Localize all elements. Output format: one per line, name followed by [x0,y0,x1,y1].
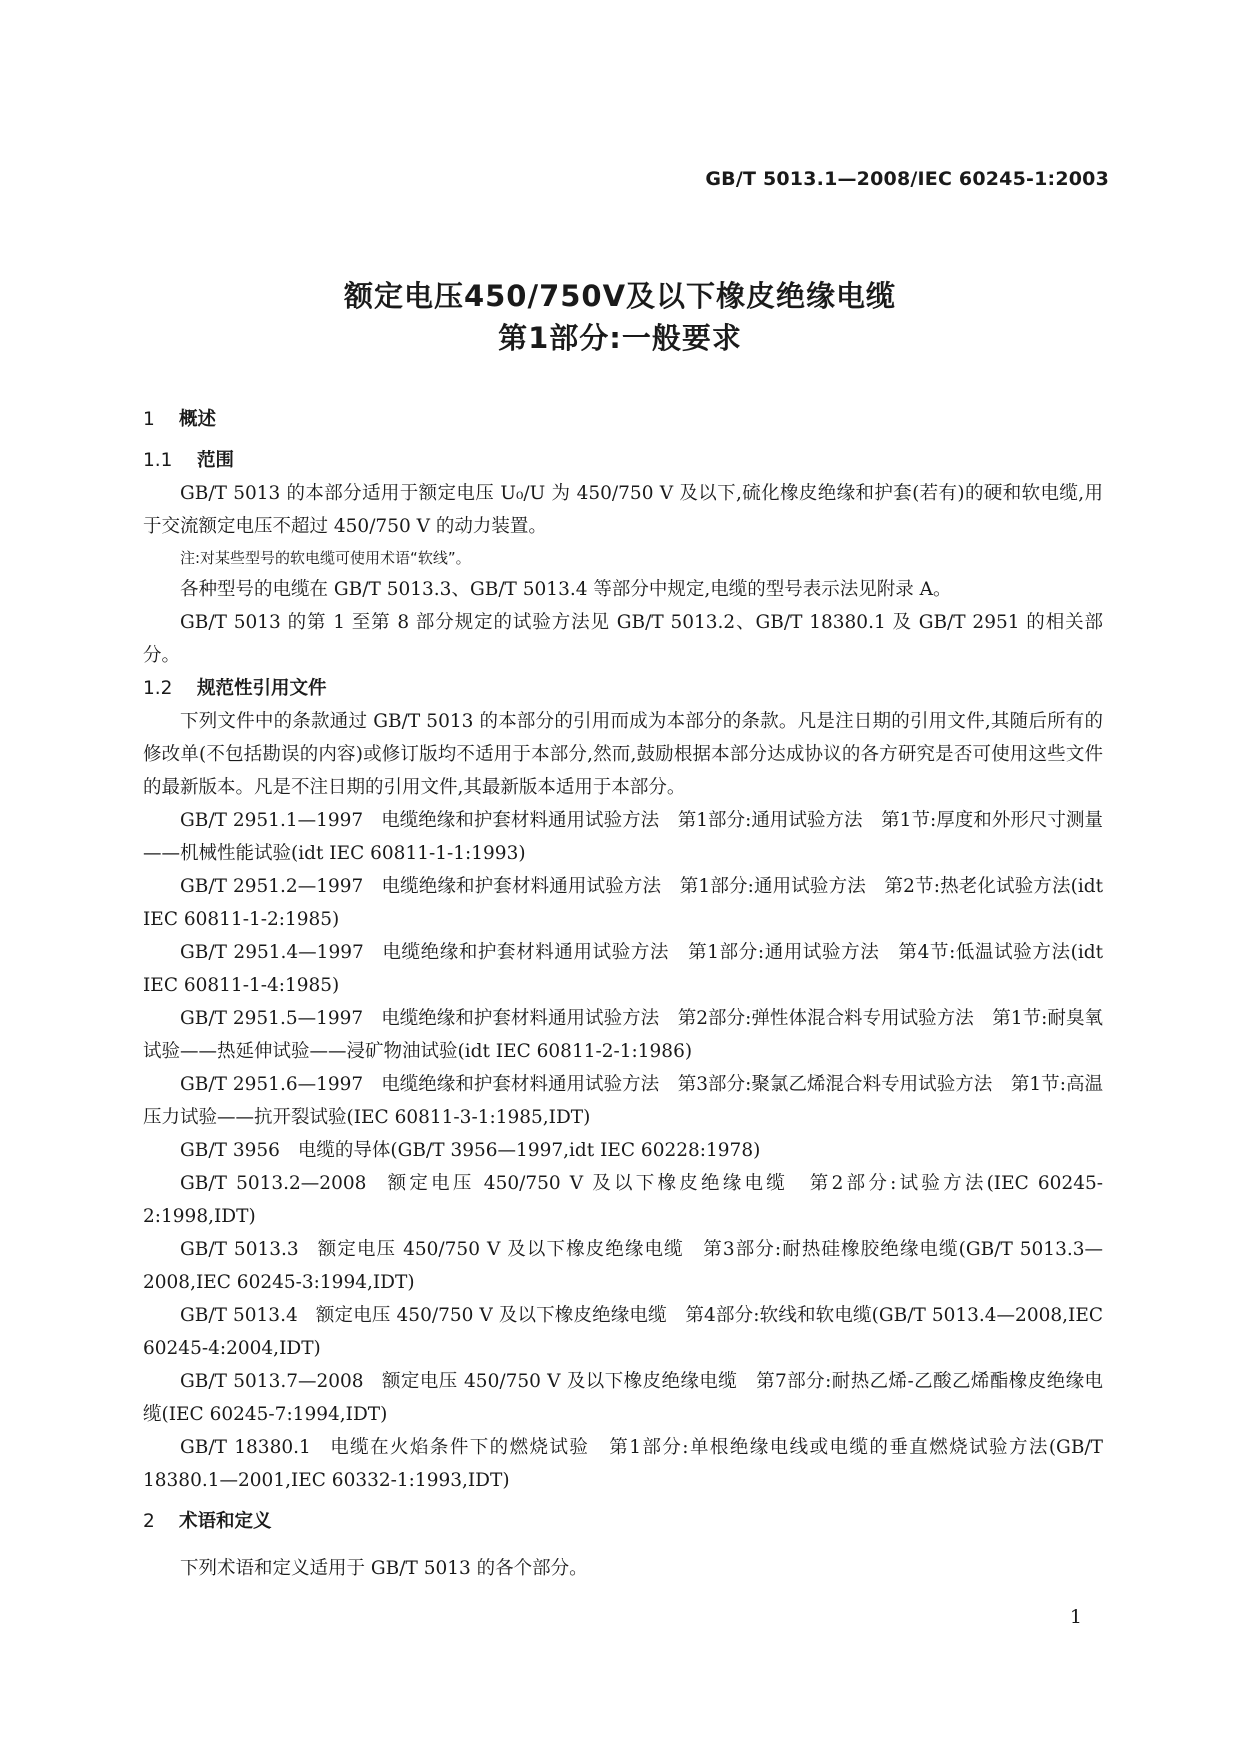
reference-code: GB/T 3956 [180,1140,280,1161]
reference-text: 电缆绝缘和护套材料通用试验方法 第1部分:通用试验方法 第4节:低温试验方法(idt IEC 60811-1-4:1985) [143,942,1104,996]
paragraph: GB/T 5013 的本部分适用于额定电压 U₀/U 为 450/750 V 及以下,硫化橡皮绝缘和护套(若有)的硬和软电缆,用于交流额定电压不超过 450/750 V 的动力装置。 [143,483,1103,537]
reference-code: GB/T 5013.3 [180,1239,299,1260]
section-number: 1.2 [143,678,173,699]
section-number: 1.1 [143,450,173,471]
reference-text: 电缆绝缘和护套材料通用试验方法 第2部分:弹性体混合料专用试验方法 第1节:耐臭氧试验——热延伸试验——浸矿物油试验(idt IEC 60811-2-1:1986) [143,1008,1103,1062]
reference-code: GB/T 2951.5—1997 [180,1008,364,1029]
reference-text: 额定电压 450/750 V 及以下橡皮绝缘电缆 第2部分:试验方法(IEC 60245-2:1998,IDT) [143,1173,1104,1227]
reference-code: GB/T 5013.2—2008 [180,1173,367,1194]
note: 注:对某些型号的软电缆可使用术语“软线”。 [180,549,471,567]
reference-text: 额定电压 450/750 V 及以下橡皮绝缘电缆 第3部分:耐热硅橡胶绝缘电缆(GB/T 5013.3—2008,IEC 60245-3:1994,IDT) [143,1239,1103,1293]
reference-code: GB/T 2951.1—1997 [180,810,364,831]
reference-code: GB/T 18380.1 [180,1437,311,1458]
reference-code: GB/T 5013.7—2008 [180,1371,364,1392]
paragraph: 各种型号的电缆在 GB/T 5013.3、GB/T 5013.4 等部分中规定,电缆的型号表示法见附录 A。 [180,579,952,600]
reference-text: 电缆的导体(GB/T 3956—1997,idt IEC 60228:1978) [297,1140,761,1161]
section-number: 1 [143,409,155,430]
section-title: 范围 [197,450,235,471]
standard-code: GB/T 5013.1—2008/IEC 60245-1:2003 [705,168,1109,190]
section-2-heading [143,1505,1103,1538]
paragraph: 下列术语和定义适用于 GB/T 5013 的各个部分。 [180,1558,588,1579]
section-1-1-heading [143,444,1103,477]
reference-item [143,1134,1103,1167]
reference-text: 电缆绝缘和护套材料通用试验方法 第1部分:通用试验方法 第1节:厚度和外形尺寸测量——机械性能试验(idt IEC 60811-1-1:1993) [143,810,1103,864]
reference-item [143,1002,1103,1068]
section-number: 2 [143,1511,155,1532]
section-1-heading [143,403,1103,436]
reference-item [143,870,1103,936]
reference-text: 电缆绝缘和护套材料通用试验方法 第1部分:通用试验方法 第2节:热老化试验方法(idt IEC 60811-1-2:1985) [143,876,1104,930]
reference-text: 额定电压 450/750 V 及以下橡皮绝缘电缆 第7部分:耐热乙烯-乙酸乙烯酯橡皮绝缘电缆(IEC 60245-7:1994,IDT) [143,1371,1103,1425]
document-body [143,403,1103,1585]
document-title-line2: 第1部分:一般要求 [498,321,742,355]
reference-code: GB/T 5013.4 [180,1305,298,1326]
reference-text: 电缆绝缘和护套材料通用试验方法 第3部分:聚氯乙烯混合料专用试验方法 第1节:高温压力试验——抗开裂试验(IEC 60811-3-1:1985,IDT) [143,1074,1103,1128]
section-title: 概述 [179,409,217,430]
page-number: 1 [1069,1606,1082,1628]
reference-item [143,936,1103,1002]
reference-code: GB/T 2951.2—1997 [180,876,364,897]
section-title: 规范性引用文件 [197,678,327,699]
document-title-line1: 额定电压450/750V及以下橡皮绝缘电缆 [343,279,897,313]
reference-text: 电缆在火焰条件下的燃烧试验 第1部分:单根绝缘电线或电缆的垂直燃烧试验方法(GB/T 18380.1—2001,IEC 60332-1:1993,IDT) [143,1437,1103,1491]
reference-code: GB/T 2951.6—1997 [180,1074,364,1095]
reference-item [143,1365,1103,1431]
section-title: 术语和定义 [179,1511,272,1532]
reference-item [143,1167,1103,1233]
reference-item [143,1068,1103,1134]
reference-item [143,1233,1103,1299]
reference-item [143,804,1103,870]
section-1-2-heading [143,672,1103,705]
paragraph: 下列文件中的条款通过 GB/T 5013 的本部分的引用而成为本部分的条款。凡是注日期的引用文件,其随后所有的修改单(不包括勘误的内容)或修订版均不适用于本部分,然而,鼓励根据本部分达成协议的各方研究是否可使用这些文件的最新版本。凡是不注日期的引用文件,其最新版本适用于本部分。 [143,711,1103,798]
reference-text: 额定电压 450/750 V 及以下橡皮绝缘电缆 第4部分:软线和软电缆(GB/T 5013.4—2008,IEC 60245-4:2004,IDT) [143,1305,1103,1359]
reference-item [143,1431,1103,1497]
paragraph: GB/T 5013 的第 1 至第 8 部分规定的试验方法见 GB/T 5013.2、GB/T 18380.1 及 GB/T 2951 的相关部分。 [143,612,1103,666]
reference-code: GB/T 2951.4—1997 [180,942,364,963]
reference-item [143,1299,1103,1365]
